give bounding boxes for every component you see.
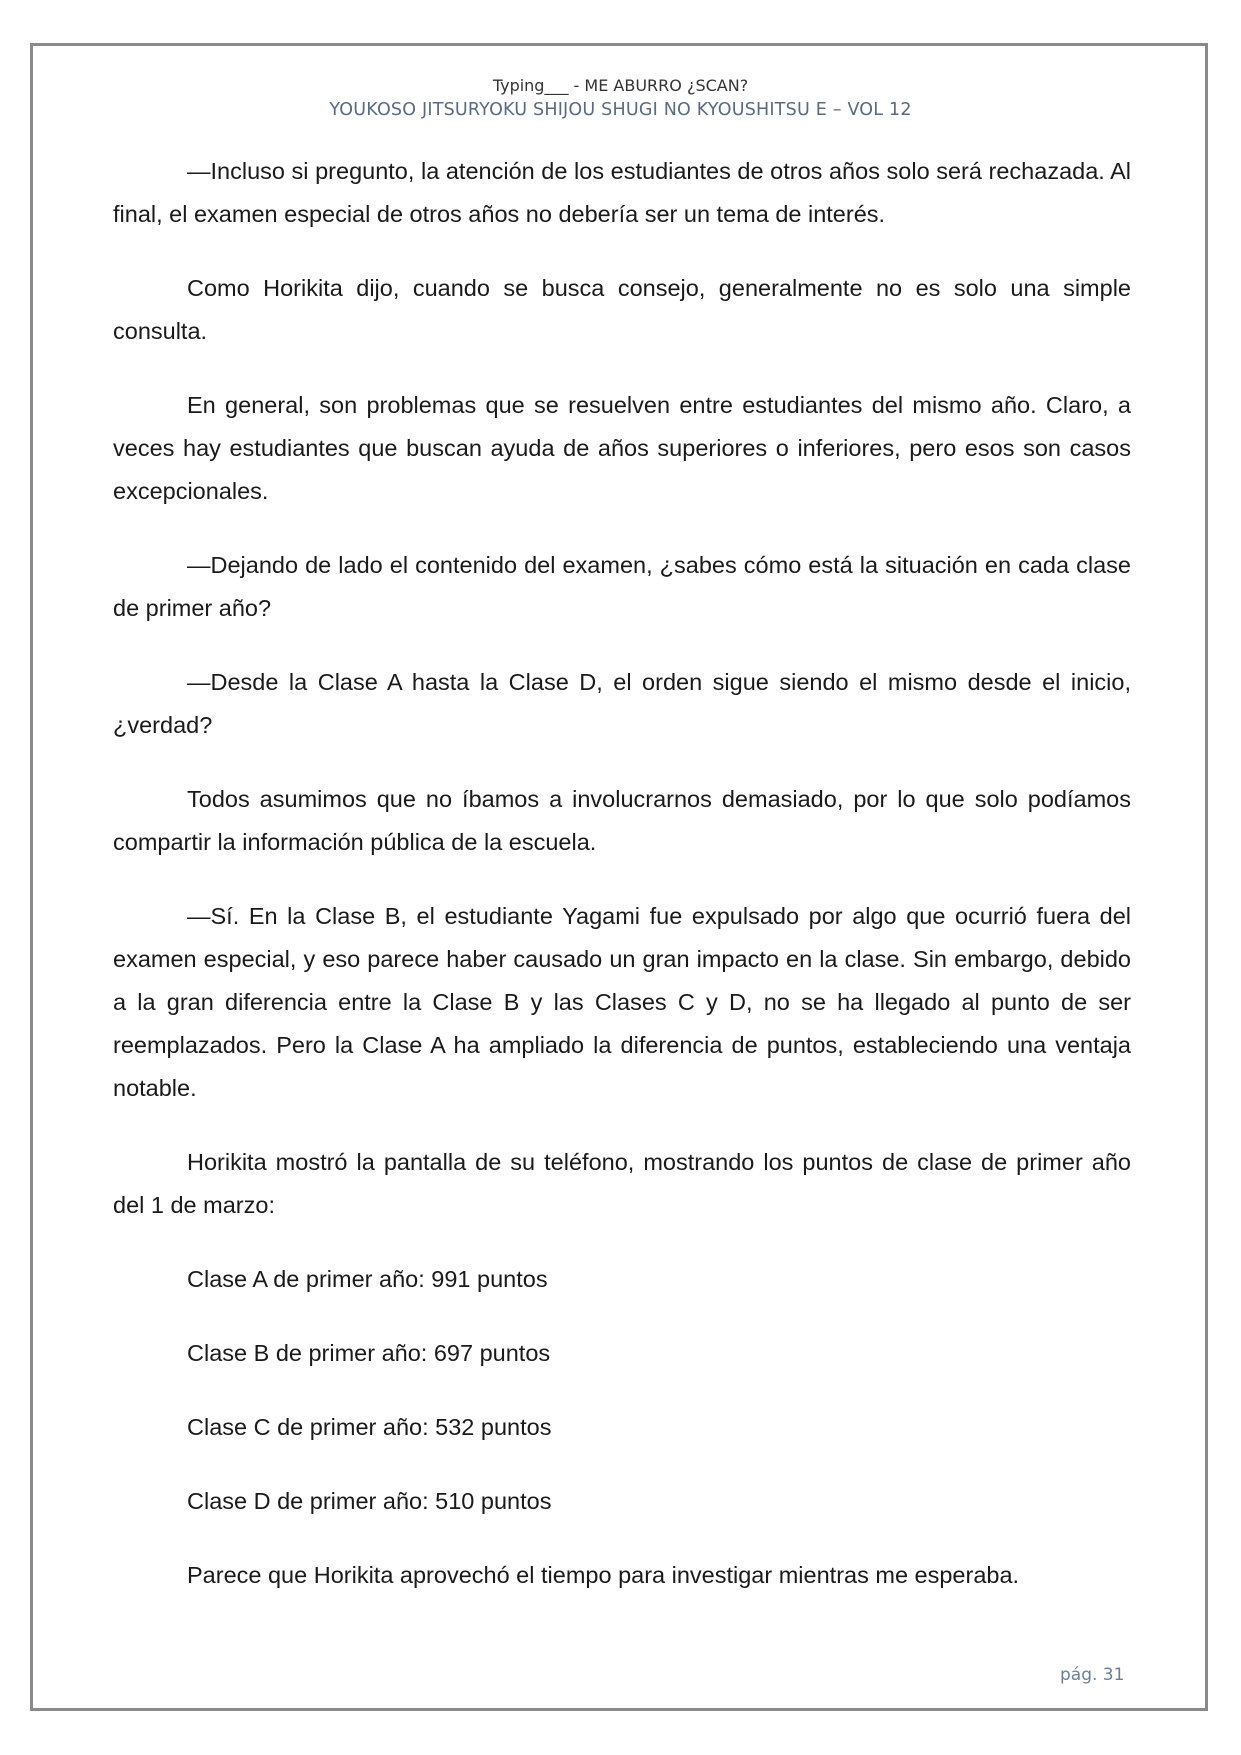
score-line-class-c: Clase C de primer año: 532 puntos	[187, 1414, 552, 1440]
header-credit: Typing___ - ME ABURRO ¿SCAN?	[492, 76, 749, 95]
paragraph: Todos asumimos que no íbamos a involucrarnos demasiado, por lo que solo podíamos compartir la información pública de la escuela.	[113, 786, 1131, 855]
paragraph: —Dejando de lado el contenido del examen, ¿sabes cómo está la situación en cada clase de primer año?	[113, 552, 1131, 621]
score-line-class-d: Clase D de primer año: 510 puntos	[187, 1488, 552, 1514]
score-line-class-b: Clase B de primer año: 697 puntos	[187, 1340, 551, 1366]
body-text	[113, 150, 1131, 1597]
paragraph: En general, son problemas que se resuelven entre estudiantes del mismo año. Claro, a veces hay estudiantes que buscan ayuda de años superiores o inferiores, pero esos son casos excepcionales.	[113, 392, 1131, 504]
paragraph: —Desde la Clase A hasta la Clase D, el orden sigue siendo el mismo desde el inicio, ¿verdad?	[113, 669, 1131, 738]
paragraph: Como Horikita dijo, cuando se busca consejo, generalmente no es solo una simple consulta.	[113, 275, 1131, 344]
page-header	[0, 75, 1241, 123]
score-line-class-a: Clase A de primer año: 991 puntos	[187, 1266, 548, 1292]
closing-paragraph: Parece que Horikita aprovechó el tiempo para investigar mientras me esperaba.	[187, 1562, 1020, 1588]
page-number: pág. 31	[1060, 1665, 1125, 1685]
paragraph: —Sí. En la Clase B, el estudiante Yagami fue expulsado por algo que ocurrió fuera del examen especial, y eso parece haber causado un gran impacto en la clase. Sin embargo, debido a la gran diferencia entre la Clase B y las Clases C y D, no se ha llegado al punto de ser reemplazados. Pero la Clase A ha ampliado la diferencia de puntos, estableciendo una ventaja notable.	[113, 903, 1131, 1101]
paragraph: Horikita mostró la pantalla de su teléfono, mostrando los puntos de clase de primer año del 1 de marzo:	[113, 1149, 1131, 1218]
header-title: YOUKOSO JITSURYOKU SHIJOU SHUGI NO KYOUSHITSU E – VOL 12	[329, 100, 912, 120]
paragraph: —Incluso si pregunto, la atención de los estudiantes de otros años solo será rechazada. Al final, el examen especial de otros años no debería ser un tema de interés.	[113, 158, 1131, 227]
